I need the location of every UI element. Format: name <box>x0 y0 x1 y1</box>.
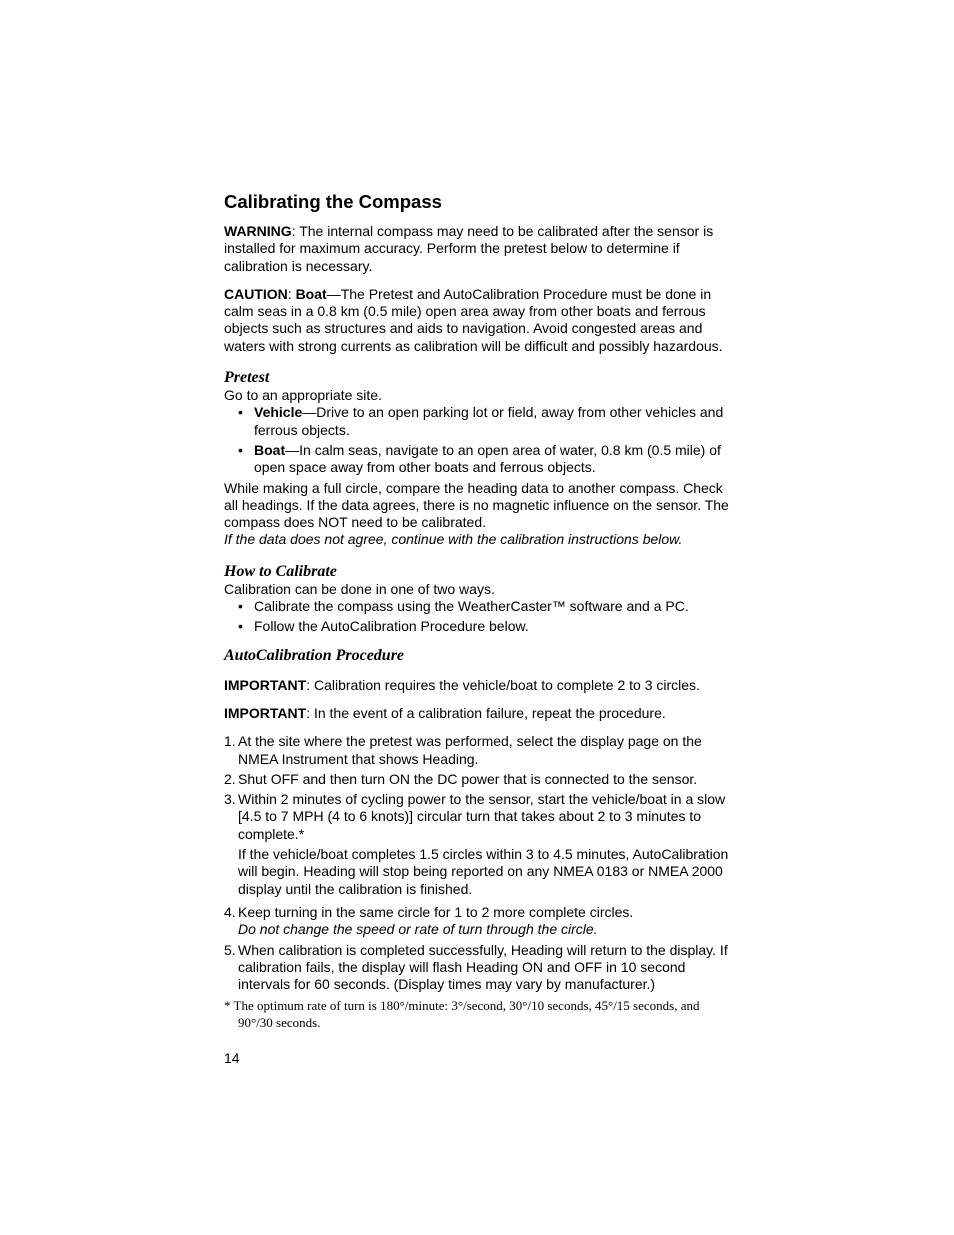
important-note-2 <box>224 705 730 722</box>
caution-label: CAUTION <box>224 285 288 302</box>
step-note: Do not change the speed or rate of turn through the circle. <box>238 921 598 938</box>
important-note-1 <box>224 677 730 694</box>
pretest-note: If the data does not agree, continue with the calibration instructions below. <box>224 531 683 548</box>
pretest-bullet-text: —In calm seas, navigate to an open area of water, 0.8 km (0.5 mile) of open space away from other boats and ferrous objects. <box>254 441 721 476</box>
step-text: At the site where the pretest was performed, select the display page on the NMEA Instrument that shows Heading. <box>238 733 702 767</box>
step-item <box>224 791 730 898</box>
step-item <box>224 942 730 994</box>
caution-sublabel: Boat <box>295 285 327 302</box>
pretest-bullet-label: Vehicle <box>254 404 303 421</box>
pretest-body: While making a full circle, compare the heading data to another compass. Check all headings. If the data agrees, there is no magnetic influence on the sensor. The compass does NOT need to be calibrated. <box>224 479 729 531</box>
list-item: • Follow the AutoCalibration Procedure below. <box>224 618 730 635</box>
how-to-heading: How to Calibrate <box>224 562 337 580</box>
pretest-bullet-label: Boat <box>254 441 286 458</box>
page-number: 14 <box>224 1050 240 1067</box>
step-text: Within 2 minutes of cycling power to the sensor, start the vehicle/boat in a slow [4.5 to 7 MPH (4 to 6 knots)] circular turn that takes about 2 to 3 minutes to complete.* <box>238 791 726 842</box>
step-item <box>224 733 730 768</box>
step-number: 1. <box>224 733 236 750</box>
important-label: IMPORTANT <box>224 704 307 721</box>
manual-page <box>224 190 730 1067</box>
how-to-intro: Calibration can be done in one of two ways. <box>224 580 495 597</box>
warning-label: WARNING <box>224 223 292 239</box>
pretest-bullet-text: —Drive to an open parking lot or field, away from other vehicles and ferrous objects. <box>254 404 724 438</box>
caution-separator: : <box>287 285 296 302</box>
step-item <box>224 771 730 788</box>
step-number: 3. <box>224 791 236 808</box>
step-text: When calibration is completed successfully, Heading will return to the display. If calibration fails, the display will flash Heading ON and OFF in 10 second intervals for 60 seconds. (Display times may vary by manufacturer.) <box>238 941 728 993</box>
warning-text: : The internal compass may need to be calibrated after the sensor is installed for maximum accuracy. Perform the pretest below to determine if calibration is necessary. <box>224 223 714 274</box>
footnote: * The optimum rate of turn is 180°/minute: 3°/second, 30°/10 seconds, 45°/15 seconds, and 90°/30 seconds. <box>224 998 700 1031</box>
step-text: Keep turning in the same circle for 1 to 2 more complete circles. <box>238 903 634 920</box>
step-number: 2. <box>224 770 236 787</box>
pretest-intro: Go to an appropriate site. <box>224 387 382 404</box>
caution-paragraph <box>224 286 730 355</box>
important-text: : In the event of a calibration failure, repeat the procedure. <box>306 704 666 721</box>
pretest-heading: Pretest <box>224 369 270 387</box>
caution-text: —The Pretest and AutoCalibration Procedure must be done in calm seas in a 0.8 km (0.5 mile) open area away from other boats and ferrous objects such as structures and aids to navigation. Avoid congested areas and waters with strong currents as calibration will be difficult and possibly hazardous. <box>224 285 723 354</box>
step-number: 4. <box>224 903 236 920</box>
step-subparagraph: If the vehicle/boat completes 1.5 circles within 3 to 4.5 minutes, AutoCalibration will begin. Heading will stop being reported on any NMEA 0183 or NMEA 2000 display until the calibration is finished. <box>238 846 729 897</box>
page-title: Calibrating the Compass <box>224 191 442 212</box>
autocal-heading: AutoCalibration Procedure <box>224 646 405 664</box>
autocal-steps <box>224 733 730 993</box>
important-label: IMPORTANT <box>224 676 307 693</box>
important-text: : Calibration requires the vehicle/boat to complete 2 to 3 circles. <box>306 676 700 693</box>
warning-paragraph <box>224 223 730 275</box>
how-to-list <box>224 598 730 636</box>
step-number: 5. <box>224 941 236 958</box>
pretest-list <box>224 404 730 476</box>
step-text: Shut OFF and then turn ON the DC power that is connected to the sensor. <box>238 770 698 787</box>
list-item <box>224 442 730 477</box>
step-item <box>224 904 730 939</box>
list-item: • Calibrate the compass using the WeatherCaster™ software and a PC. <box>224 598 730 615</box>
list-item <box>224 404 730 439</box>
